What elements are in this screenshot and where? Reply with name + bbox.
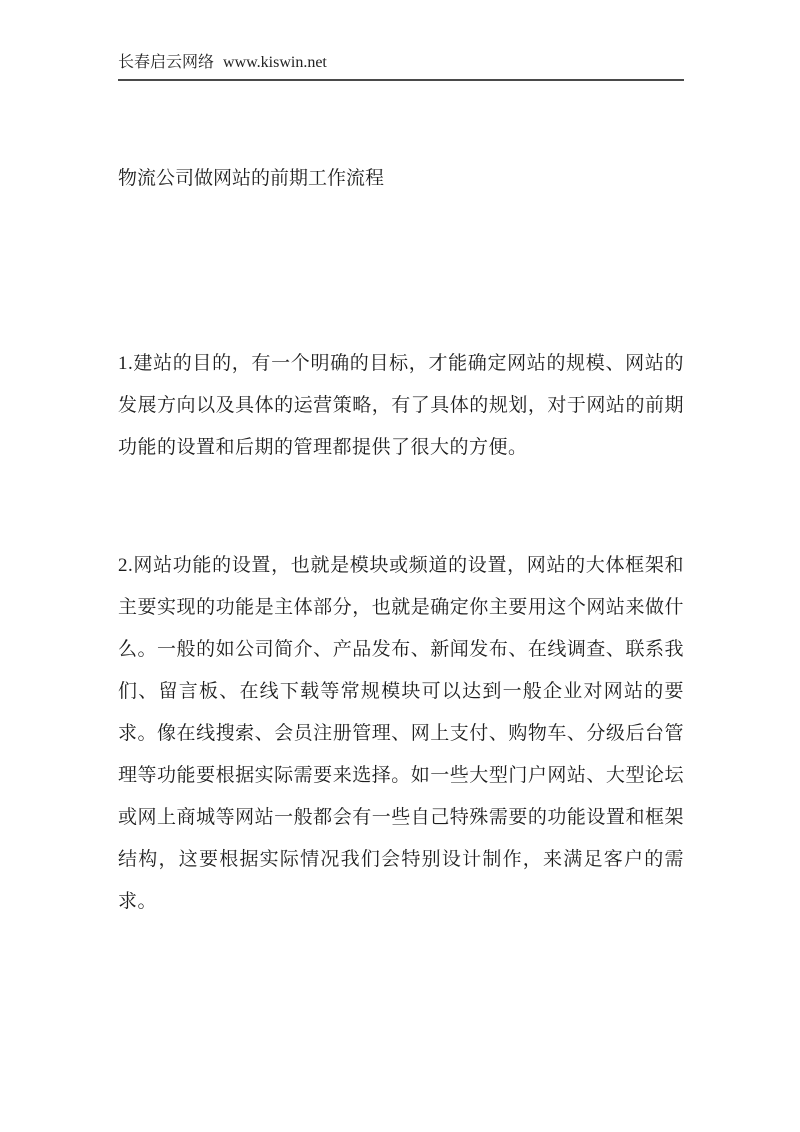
- page-header: [118, 0, 684, 81]
- header-website-url: www.kiswin.net: [223, 54, 327, 71]
- paragraph-2: 2.网站功能的设置，也就是模块或频道的设置，网站的大体框架和主要实现的功能是主体部分，也就是确定你主要用这个网站来做什么。一般的如公司简介、产品发布、新闻发布、在线调查、联系我们、留言板、在线下载等常规模块可以达到一般企业对网站的要求。像在线搜索、会员注册管理、网上支付、购物车、分级后台管理等功能要根据实际需要来选择。如一些大型门户网站、大型论坛或网上商城等网站一般都会有一些自己特殊需要的功能设置和框架结构，这要根据实际情况我们会特别设计制作，来满足客户的需求。: [118, 555, 684, 912]
- document-title: 物流公司做网站的前期工作流程: [118, 168, 385, 189]
- header-company-name: 长春启云网络: [118, 54, 215, 71]
- paragraph-1: 1.建站的目的，有一个明确的目标，才能确定网站的规模、网站的发展方向以及具体的运营策略，有了具体的规划，对于网站的前期功能的设置和后期的管理都提供了很大的方便。: [118, 353, 684, 458]
- document-body: [118, 165, 684, 923]
